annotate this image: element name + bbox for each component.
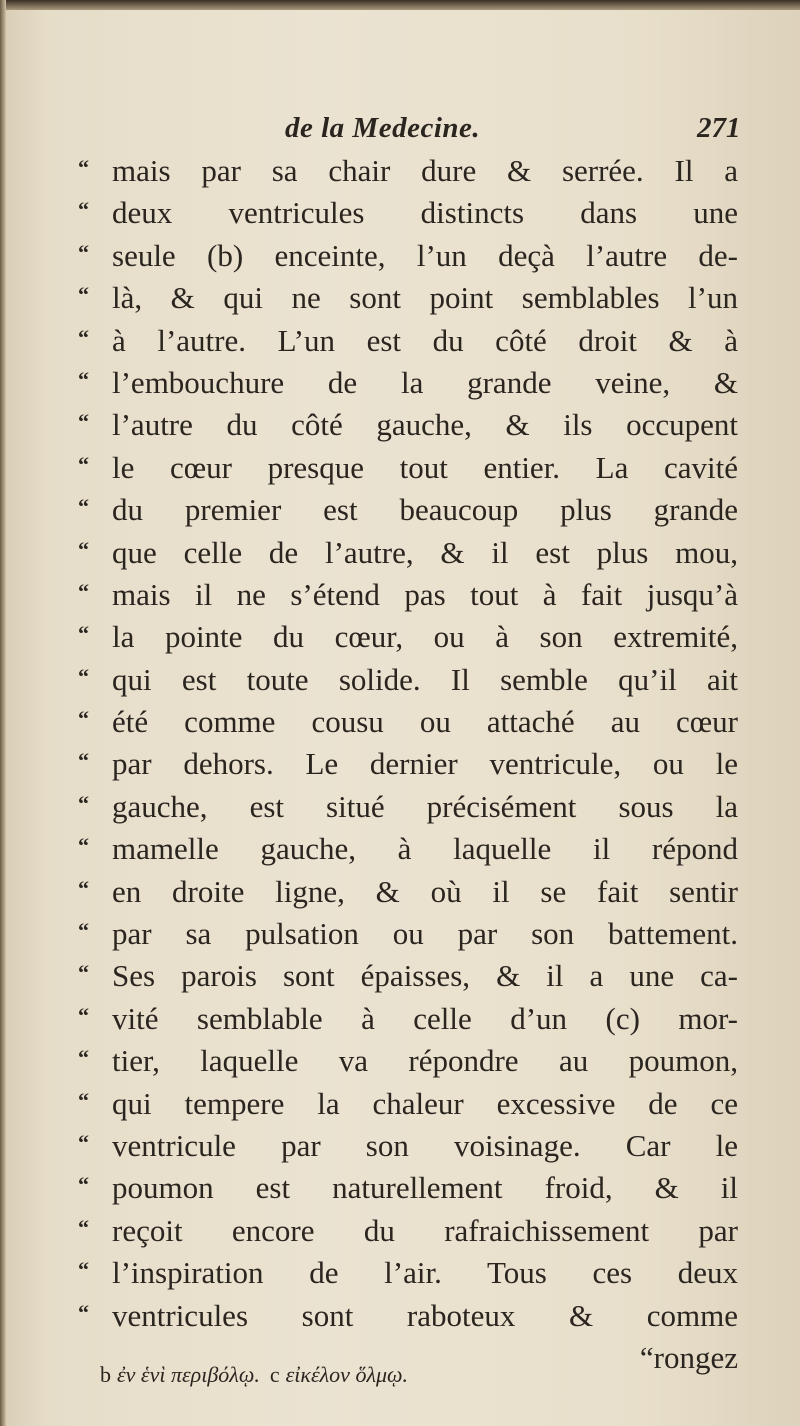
quote-mark: “ — [78, 155, 89, 180]
line-text: vité semblable à celle d’un (c) mor- — [112, 1000, 738, 1036]
quote-mark: “ — [78, 1299, 89, 1325]
quote-mark: “ — [78, 282, 89, 308]
line-text: que celle de l’autre, & il est plus mou, — [112, 534, 738, 570]
footnotes — [100, 1362, 600, 1388]
quote-mark: “ — [78, 748, 89, 774]
text-line — [78, 404, 738, 446]
text-line — [78, 320, 738, 362]
text-line — [78, 447, 738, 489]
text-line — [78, 362, 738, 404]
text-line — [78, 1040, 738, 1082]
footnote-text: ἐν ἑνὶ περιβόλῳ. — [117, 1362, 260, 1387]
quote-mark: “ — [78, 706, 89, 732]
quote-mark: “ — [78, 833, 89, 859]
line-text: été comme cousu ou attaché au cœur — [112, 704, 738, 740]
quote-mark: “ — [78, 1129, 89, 1155]
line-text: du premier est beaucoup plus grande — [112, 492, 738, 528]
quote-mark: “ — [78, 409, 89, 435]
text-line — [78, 150, 738, 192]
line-text: gauche, est situé précisément sous la — [112, 788, 738, 824]
quote-mark: “ — [78, 918, 89, 944]
quote-mark: “ — [78, 366, 89, 392]
text-line — [78, 743, 738, 785]
text-line — [78, 574, 738, 616]
running-head: de la Medecine. — [285, 112, 481, 144]
quote-mark: “ — [78, 790, 89, 816]
line-text: deux ventricules distincts dans une — [112, 195, 738, 231]
quote-mark: “ — [78, 494, 89, 520]
text-line — [78, 1210, 738, 1252]
line-text: en droite ligne, & où il se fait sentir — [112, 873, 738, 909]
footnote-marker: c — [269, 1362, 280, 1387]
page-top-edge — [0, 0, 800, 10]
line-text: là, & qui ne sont point semblables l’un — [112, 280, 738, 316]
line-text: ventricule par son voisinage. Car le — [112, 1127, 738, 1163]
text-line — [78, 828, 738, 870]
text-line — [78, 532, 738, 574]
text-line — [78, 786, 738, 828]
text-line — [78, 489, 738, 531]
quote-mark: “ — [78, 1002, 89, 1028]
line-text: qui est toute solide. Il semble qu’il ait — [112, 661, 738, 697]
text-line — [78, 955, 738, 997]
line-text: seule (b) enceinte, l’un deçà l’autre de- — [112, 237, 738, 273]
quote-mark: “ — [78, 578, 89, 604]
line-text: mais par sa chair dure & serrée. Il a — [112, 153, 738, 188]
quote-mark: “ — [78, 1172, 89, 1198]
text-line — [78, 1167, 738, 1209]
quote-mark: “ — [78, 1214, 89, 1240]
quote-mark: “ — [78, 960, 89, 986]
quote-mark: “ — [78, 1045, 89, 1071]
quote-mark: “ — [78, 451, 89, 477]
line-text: l’autre du côté gauche, & ils occupent — [112, 407, 738, 443]
quote-mark: “ — [78, 1087, 89, 1113]
line-text: la pointe du cœur, ou à son extremité, — [112, 619, 738, 655]
footnote-text: εἰκέλον ὅλμῳ. — [285, 1362, 409, 1387]
line-text: le cœur presque tout entier. La cavité — [112, 449, 738, 485]
page-header — [0, 108, 800, 148]
line-text: l’inspiration de l’air. Tous ces deux — [112, 1255, 738, 1291]
line-text: mais il ne s’étend pas tout à fait jusqu’à — [112, 576, 738, 612]
line-text: mamelle gauche, à laquelle il répond — [112, 831, 738, 867]
text-line — [78, 998, 738, 1040]
footnote-marker: b — [100, 1362, 111, 1387]
text-line — [78, 616, 738, 658]
text-line — [78, 277, 738, 319]
line-text: à l’autre. L’un est du côté droit & à — [112, 322, 738, 358]
text-line — [78, 1295, 738, 1337]
line-text: par dehors. Le dernier ventricule, ou le — [112, 746, 738, 782]
quote-mark: “ — [78, 324, 89, 350]
quote-mark: “ — [78, 621, 89, 647]
line-text: par sa pulsation ou par son battement. — [112, 916, 738, 952]
text-line — [78, 871, 738, 913]
line-text: poumon est naturellement froid, & il — [112, 1170, 738, 1206]
line-text: Ses parois sont épaisses, & il a une ca- — [112, 958, 738, 994]
quote-mark: “ — [78, 1257, 89, 1283]
page-number: 271 — [697, 112, 741, 144]
quote-mark: “ — [78, 536, 89, 562]
line-text: qui tempere la chaleur excessive de ce — [112, 1085, 738, 1121]
text-line — [78, 913, 738, 955]
quote-mark: “ — [78, 239, 89, 265]
body-text — [78, 150, 738, 1379]
line-text: tier, laquelle va répondre au poumon, — [112, 1043, 738, 1079]
quote-mark: “ — [78, 197, 89, 223]
text-line — [78, 1125, 738, 1167]
page-binding-edge — [0, 0, 6, 1426]
text-line — [78, 659, 738, 701]
text-line — [78, 701, 738, 743]
line-text: ventricules sont raboteux & comme — [112, 1297, 738, 1333]
quote-mark: “ — [78, 875, 89, 901]
line-text: l’embouchure de la grande veine, & — [112, 364, 738, 400]
quote-mark: “ — [78, 663, 89, 689]
text-line — [78, 1083, 738, 1125]
catchword: “rongez — [639, 1339, 738, 1375]
text-line — [78, 235, 738, 277]
line-text: reçoit encore du rafraichissement par — [112, 1212, 738, 1248]
text-line — [78, 192, 738, 234]
text-line — [78, 1252, 738, 1294]
